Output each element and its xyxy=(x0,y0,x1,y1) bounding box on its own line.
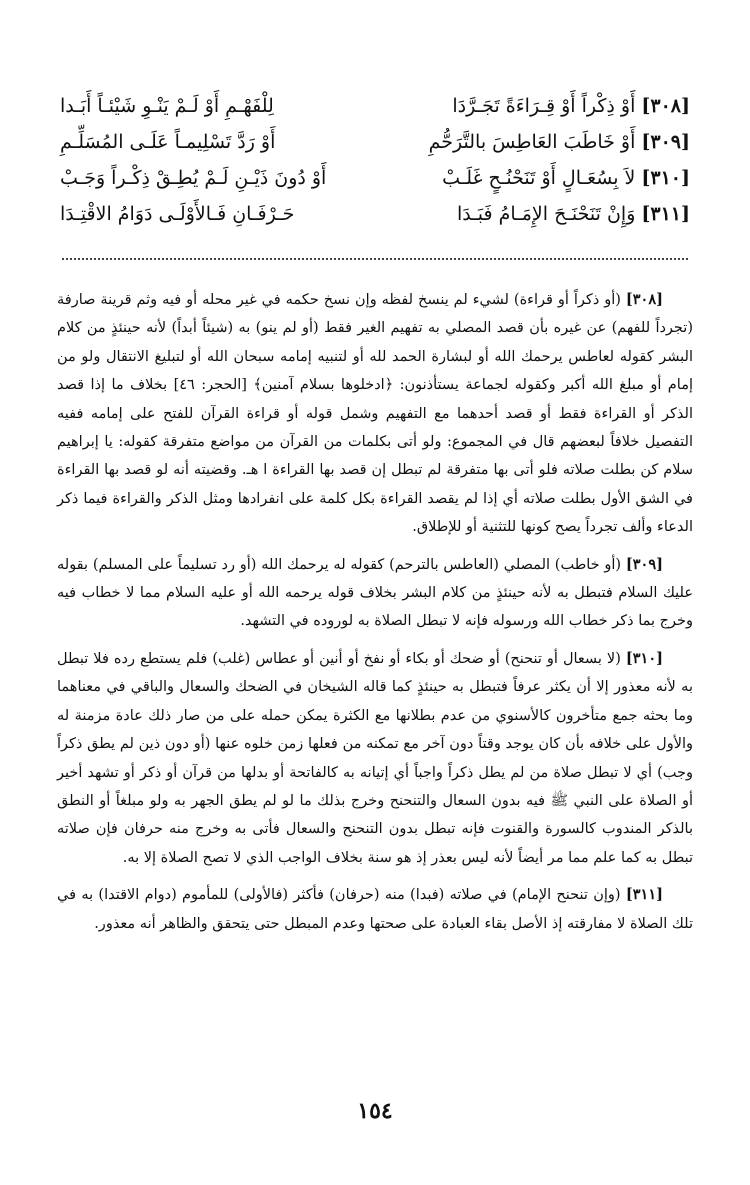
paragraph-number: [٣١٠] xyxy=(625,649,664,667)
verse-line xyxy=(60,88,690,124)
verse-first-hemistich xyxy=(390,88,690,124)
verse-second-hemistich: لِلْفَهْـمِ أَوْ لَـمْ يَنْـوِ شَيْئـاً أَبَـدا xyxy=(60,95,274,117)
commentary-paragraph xyxy=(57,551,693,636)
verse-line xyxy=(60,160,690,196)
commentary-paragraph xyxy=(57,286,693,542)
verse-second-hemistich: حَـرْفَـانِ فَـالأَوْلَـى دَوَامُ الاقْتِـدَا xyxy=(60,203,295,225)
paragraph-number: [٣٠٨] xyxy=(625,291,663,308)
verse-text: وَإِنْ تَنَحْنَـحَ الإِمَـامُ فَبَـدَا xyxy=(456,203,636,225)
verse-text: أَوْ خَاطَبَ العَاطِسَ بالتَّرَحُّمِ xyxy=(428,131,636,153)
dotted-separator xyxy=(62,258,688,260)
commentary-paragraph xyxy=(57,645,693,872)
verse-line xyxy=(60,196,690,232)
verse-line xyxy=(60,124,690,160)
commentary-paragraph xyxy=(57,881,693,938)
verse-second-hemistich: أَوْ رَدَّ تَسْلِيمـاً عَلَـى المُسَلِّـمِ xyxy=(60,131,276,153)
verse-first-hemistich xyxy=(390,160,690,196)
verse-second-hemistich: أَوْ دُونَ ذَيْـنِ لَـمْ يُطِـقْ ذِكْـراً وَجَـبْ xyxy=(60,167,327,189)
paragraph-number: [٣٠٩] xyxy=(625,555,663,573)
verse-text: لاَ بِسُعَـالٍ أَوْ تَنَحْنُـحٍ غَلَـبْ xyxy=(442,167,636,189)
verse-number: [٣١١] xyxy=(641,203,690,225)
verse-number: [٣٠٩] xyxy=(641,131,690,153)
paragraph-text: (وإن تنحنح الإمام) في صلاته (فبدا) منه (حرفان) فأكثر (فالأولى) للمأموم (دوام الاقتدا) به في تلك الصلاة لا مفارقته إذ الأصل بقاء العبادة على صحتها وعدم المبطل حتى يتحقق والظاهر أنه معذور. xyxy=(57,887,693,932)
verse-number: [٣٠٨] xyxy=(641,95,690,117)
verse-first-hemistich xyxy=(390,124,690,160)
verse-number: [٣١٠] xyxy=(641,167,690,189)
verse-first-hemistich xyxy=(390,196,690,232)
page-number: ١٥٤ xyxy=(357,1098,393,1124)
paragraph-text: (لا بسعال أو تنحنح) أو ضحك أو بكاء أو نفخ أو أنين أو عطاس (غلب) فلم يستطع رده فلا تبطل به لأنه معذور إلا أن يكثر عرفاً فتبطل به حينئذٍ كما قاله الشيخان في الضحك والسعال والباقي في معناهما وما بحثه جمع متأخرون كالأسنوي من عدم بطلانها مع الكثرة يمكن حمله على من صار ذلك عادة مزمنة له والأول على خلافه بأن كان يوجد وقتاً دون آخر مع تمكنه من فعلها زمن خلوه عنها (أو دون ذين لم يطق ذكراً وجب) أي لا تبطل صلاة من لم يطل ذكراً واجباً أي إتيانه به كالفاتحة أو بدلها من قرآن أو ذكر أو تشهد أخير أو الصلاة على النبي ﷺ فيه بدون السعال والتنحنح وخرج بذلك ما لو لم يطق الجهر به ولو مبلغاً أو النطق بالذكر المندوب كالسورة والقنوت فإنه تبطل بدون التنحنح والسعال فأتى به وخرج منه حرفان فإن صلاته تبطل به كما علم مما مر أيضاً لأنه ليس بعذر إذ هو سنة بخلاف الواجب الذي لا تصح الصلاة إلا به. xyxy=(57,650,693,866)
paragraph-number: [٣١١] xyxy=(625,886,664,904)
verses-block xyxy=(60,88,690,232)
paragraph-text: (أو خاطب) المصلي (العاطس بالترحم) كقوله له يرحمك الله (أو رد تسليماً على المسلم) بقوله عليك السلام فتبطل به لأنه حينئذٍ من كلام البشر بخلاف قوله يرحمه الله أو عليه السلام مما لا خطاب فيه وخرج بما ذكر خطاب الله ورسوله فإنه لا تبطل الصلاة به لوروده في التشهد. xyxy=(57,556,693,630)
commentary-block xyxy=(57,286,693,947)
paragraph-text: (أو ذكراً أو قراءة) لشيء لم ينسخ لفظه وإن نسخ حكمه في غير محله أو فيه وثم قرينة صارفة (تجرداً للفهم) عن غيره بأن قصد المصلي به تفهيم الغير فقط (أو لم ينو) به (شيئاً أبداً) لأنه حينئذٍ من كلام البشر كقوله لعاطس يرحمك الله أو لبشارة الحمد لله أو لتنبيه إمامه سبحان الله أو لتبليغ الانتقال ولو من إمام أو مبلغ الله أكبر وكقوله لجماعة يستأذنون: ﴿ادخلوها بسلام آمنين﴾ [الحجر: ٤٦] بخلاف ما إذا قصد الذكر أو القراءة فقط أو قصد أحدهما مع التفهيم وشمل قوله أو قراءة القرآن للفتح على إمامه ففيه التفصيل خلافاً لبعضهم قال في المجموع: ولو أتى بكلمات من القرآن من مواضع متفرقة كقوله: يا إبراهيم سلام كن بطلت صلاته فلو أتى بها متفرقة لم تبطل إن قصد بها القراءة ا هـ. وقضيته أنه لو قصد بها القراءة في الشق الأول بطلت صلاته أي إذا لم يقصد القراءة بكل كلمة على انفرادها ومثل الذكر والقراءة فيما ذكر الدعاء وألف تجرداً يصح كونها للتثنية أو للإطلاق. xyxy=(57,292,693,536)
verse-text: أَوْ ذِكْراً أَوْ قِـرَاءَةً تَجَـرَّدَا xyxy=(452,95,636,117)
